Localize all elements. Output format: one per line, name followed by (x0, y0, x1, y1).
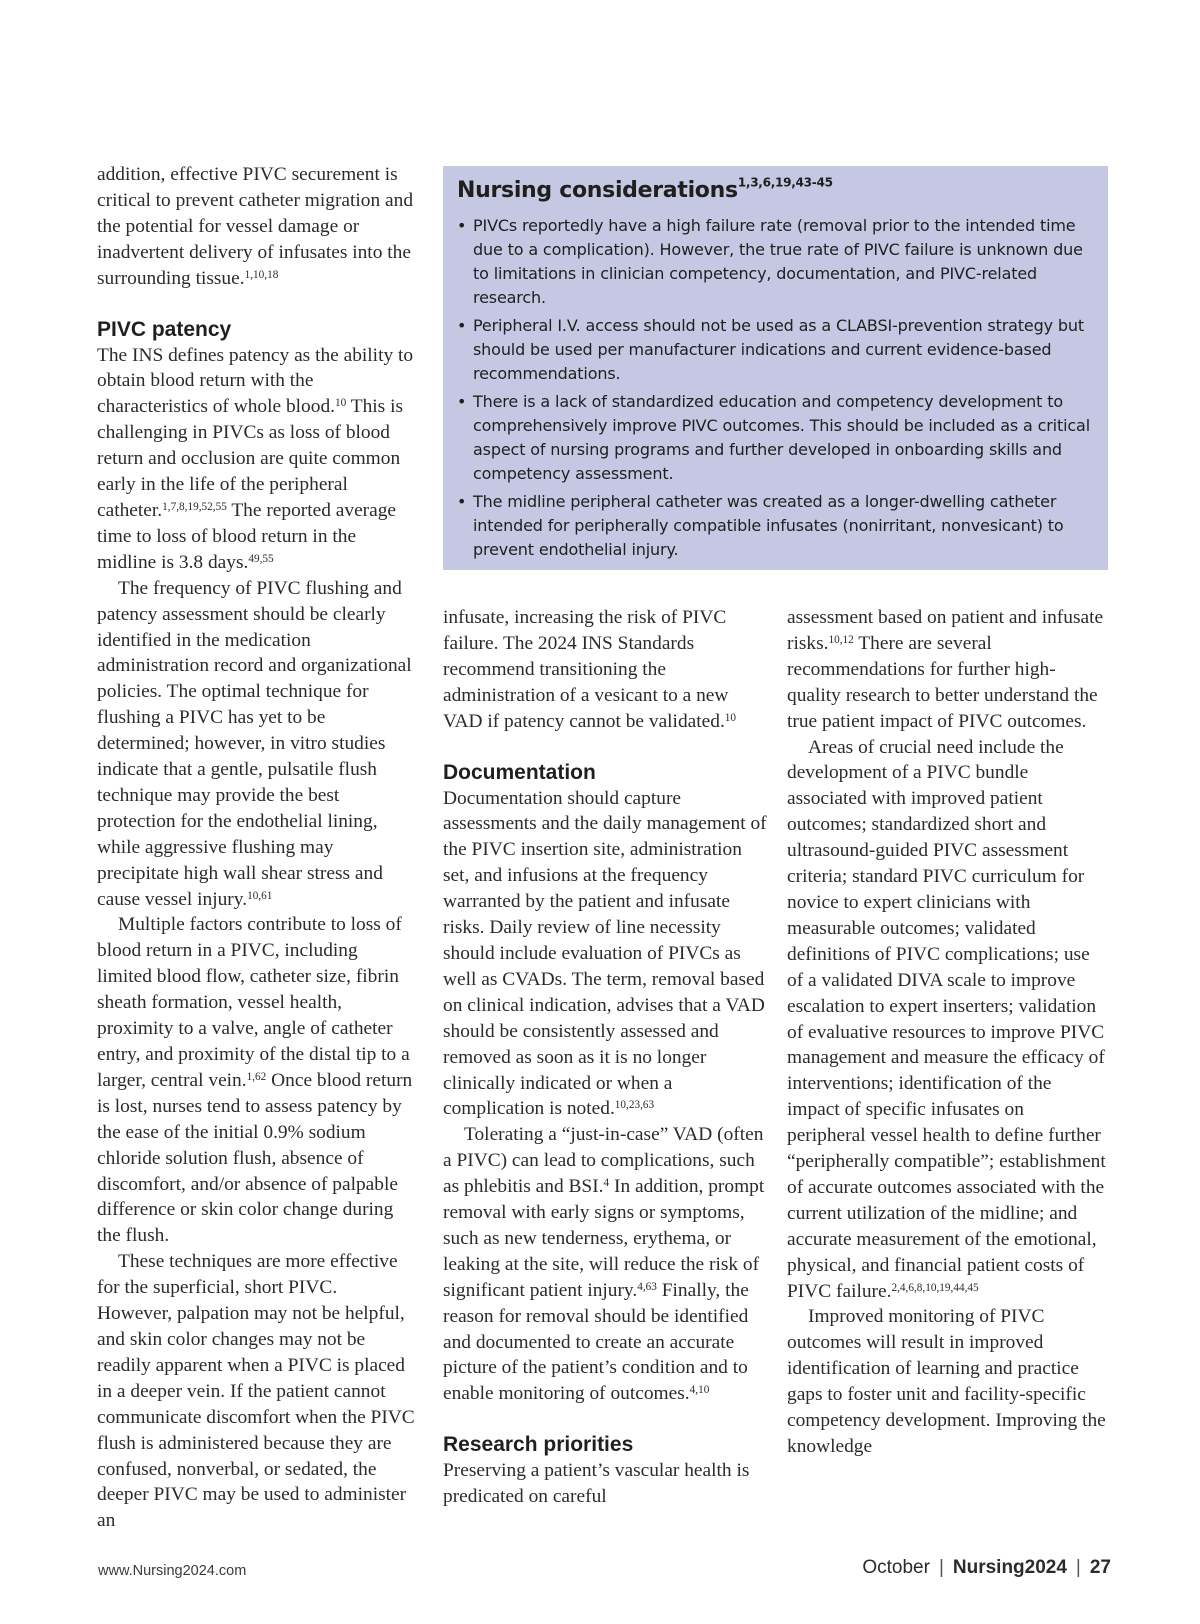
paragraph: Areas of crucial need include the development of a PIVC bundle associated with improved patient outcomes; standardized short and ultrasound-guided PIVC assessment criteria; standard PIVC curriculum for novice to expert clinicians with measurable outcomes; validated definitions of PIVC complications; use of a validated DIVA scale to improve escalation to expert inserters; validation of evaluative resources to improve PIVC management and measure the efficacy of interventions; identification of the impact of specific infusates on peripheral vessel health to define further “peripherally compatible”; establishment of accurate outcomes associated with the current utilization of the midline; and accurate measurement of the emotional, physical, and financial patient costs of PIVC failure.$^{2,4,6,8,10,19,44,45}$ (787, 736, 1106, 1302)
footer-journal-name: Nursing2024 (952, 1557, 1067, 1578)
citation: 10,61 (247, 889, 273, 902)
paragraph: The frequency of PIVC flushing and patency assessment should be clearly identified in the medication administration record and organizational policies. The optimal technique for flushing a PIVC has yet to be determined; however, in vitro studies indicate that a gentle, pulsatile flush technique may provide the best protection for the endothelial lining, while aggressive flushing may precipitate high wall shear stress and cause vessel injury.$^{10,61}$ (97, 577, 412, 910)
section-heading-documentation: Documentation (443, 760, 596, 784)
citation: 4 (603, 1176, 610, 1189)
citation: 10 (724, 711, 737, 724)
citation: 1,7,8,19,52,55 (162, 500, 227, 513)
page-number: 27 (1089, 1557, 1111, 1578)
citation: 2,4,6,8,10,19,44,45 (891, 1281, 979, 1294)
bullet-icon: • (457, 216, 467, 235)
paragraph: The INS defines patency as the ability to obtain blood return with the characteristics of whole blood.$^{10}$ This is challenging in PIVCs as loss of blood return and occlusion are quite common early in the life of the peripheral catheter.$^{1,7,8,19,52,55}$ The reported average time to loss of blood return in the midline is 3.8 days.$^{49,55}$ (97, 344, 414, 573)
citation: 49,55 (248, 552, 274, 565)
citation: 10,12 (828, 633, 854, 646)
paragraph: These techniques are more effective for the superficial, short PIVC. However, palpation may not be helpful, and skin color changes may not be readily apparent when a PIVC is placed in a deeper vein. If the patient cannot communicate discomfort when the PIVC flush is administered because they are confused, nonverbal, or sedated, the deeper PIVC may be used to administer an (97, 1251, 415, 1532)
citation: 4,10 (689, 1384, 710, 1397)
section-heading-patency: PIVC patency (97, 317, 232, 341)
paragraph: infusate, increasing the risk of PIVC failure. The 2024 INS Standards recommend transitioning the administration of a vesicant to a new VAD if patency cannot be validated.$^{10}$ (443, 607, 737, 732)
box-title: Nursing considerations$^{1,3,6,19,43-45}$ (457, 175, 833, 203)
paragraph: Multiple factors contribute to loss of blood return in a PIVC, including limited blood flow, catheter size, fibrin sheath formation, vessel health, proximity to a valve, angle of catheter entry, and proximity of the distal tip to a larger, central vein.$^{1,62}$ Once blood return is lost, nurses tend to assess patency by the ease of the initial 0.9% sodium chloride solution flush, absence of discomfort, and/or absence of palpable difference or skin color change during the flush. (97, 914, 413, 1247)
footer-separator: | (938, 1557, 944, 1578)
bullet-icon: • (457, 316, 467, 335)
paragraph: Improved monitoring of PIVC outcomes will result in improved identification of learning and practice gaps to foster unit and facility-specific competency development. Improving the knowledge (787, 1306, 1106, 1457)
box-list-item: • The midline peripheral catheter was created as a longer-dwelling catheter intended for peripherally compatible infusates (nonirritant, nonvesicant) to prevent endothelial injury. (457, 492, 1064, 559)
citation: 4,63 (637, 1280, 657, 1293)
bullet-icon: • (457, 392, 467, 411)
column-1 (97, 162, 415, 1534)
citation: 10,23,63 (614, 1099, 655, 1112)
column-2 (443, 605, 768, 1510)
paragraph: Preserving a patient’s vascular health is predicated on careful (443, 1460, 750, 1508)
nursing-considerations-box (443, 166, 1108, 570)
footer-url[interactable]: www.Nursing2024.com (98, 1563, 247, 1579)
box-title-refs: 1,3,6,19,43-45 (737, 175, 833, 190)
box-list-item: • Peripheral I.V. access should not be used as a CLABSI-prevention strategy but should be used per manufacturer indications and current evidence-based recommendations. (457, 316, 1085, 383)
box-list (457, 214, 1092, 562)
citation: 1,10,18 (244, 268, 279, 281)
bullet-icon: • (457, 492, 467, 511)
box-list-item: • PIVCs reportedly have a high failure rate (removal prior to the intended time due to a complication). However, the true rate of PIVC failure is unknown due to limitations in clinician competency, documentation, and PIVC-related research. (457, 216, 1083, 307)
section-heading-research-priorities: Research priorities (443, 1433, 634, 1457)
paragraph: assessment based on patient and infusate risks.$^{10,12}$ There are several recommendations for further high-quality research to better understand the true patient impact of PIVC outcomes. (787, 607, 1104, 732)
footer-folio (862, 1557, 1111, 1579)
citation: 1,62 (246, 1070, 267, 1083)
footer-month: October (862, 1557, 930, 1578)
box-list-item: • There is a lack of standardized education and competency development to comprehensively improve PIVC outcomes. This should be included as a critical aspect of nursing programs and further developed in onboarding skills and competency assessment. (457, 392, 1090, 483)
paragraph: addition, effective PIVC securement is critical to prevent catheter migration and the potential for vessel damage or inadvertent delivery of infusates into the surrounding tissue.$^{1,10,18}$ (97, 164, 414, 289)
footer-separator: | (1075, 1557, 1081, 1578)
paragraph: Tolerating a “just-in-case” VAD (often a PIVC) can lead to complications, such as phlebitis and BSI.$^4$ In addition, prompt removal with early signs or symptoms, such as new tenderness, erythema, or leaking at the site, will reduce the risk of significant patient injury.$^{4,63}$ Finally, the reason for removal should be identified and documented to create an accurate picture of the patient’s condition and to enable monitoring of outcomes.$^{4,10}$ (443, 1124, 765, 1405)
column-3 (787, 605, 1107, 1460)
citation: 10 (335, 397, 347, 410)
paragraph: Documentation should capture assessments and the daily management of the PIVC insertion site, administration set, and infusions at the frequency warranted by the patient and infusate risks. Daily review of line necessity should include evaluation of PIVCs as well as CVADs. The term, removal based on clinical indication, advises that a VAD should be consistently assessed and removed as soon as it is no longer clinically indicated or when a complication is noted.$^{10,23,63}$ (443, 787, 767, 1120)
